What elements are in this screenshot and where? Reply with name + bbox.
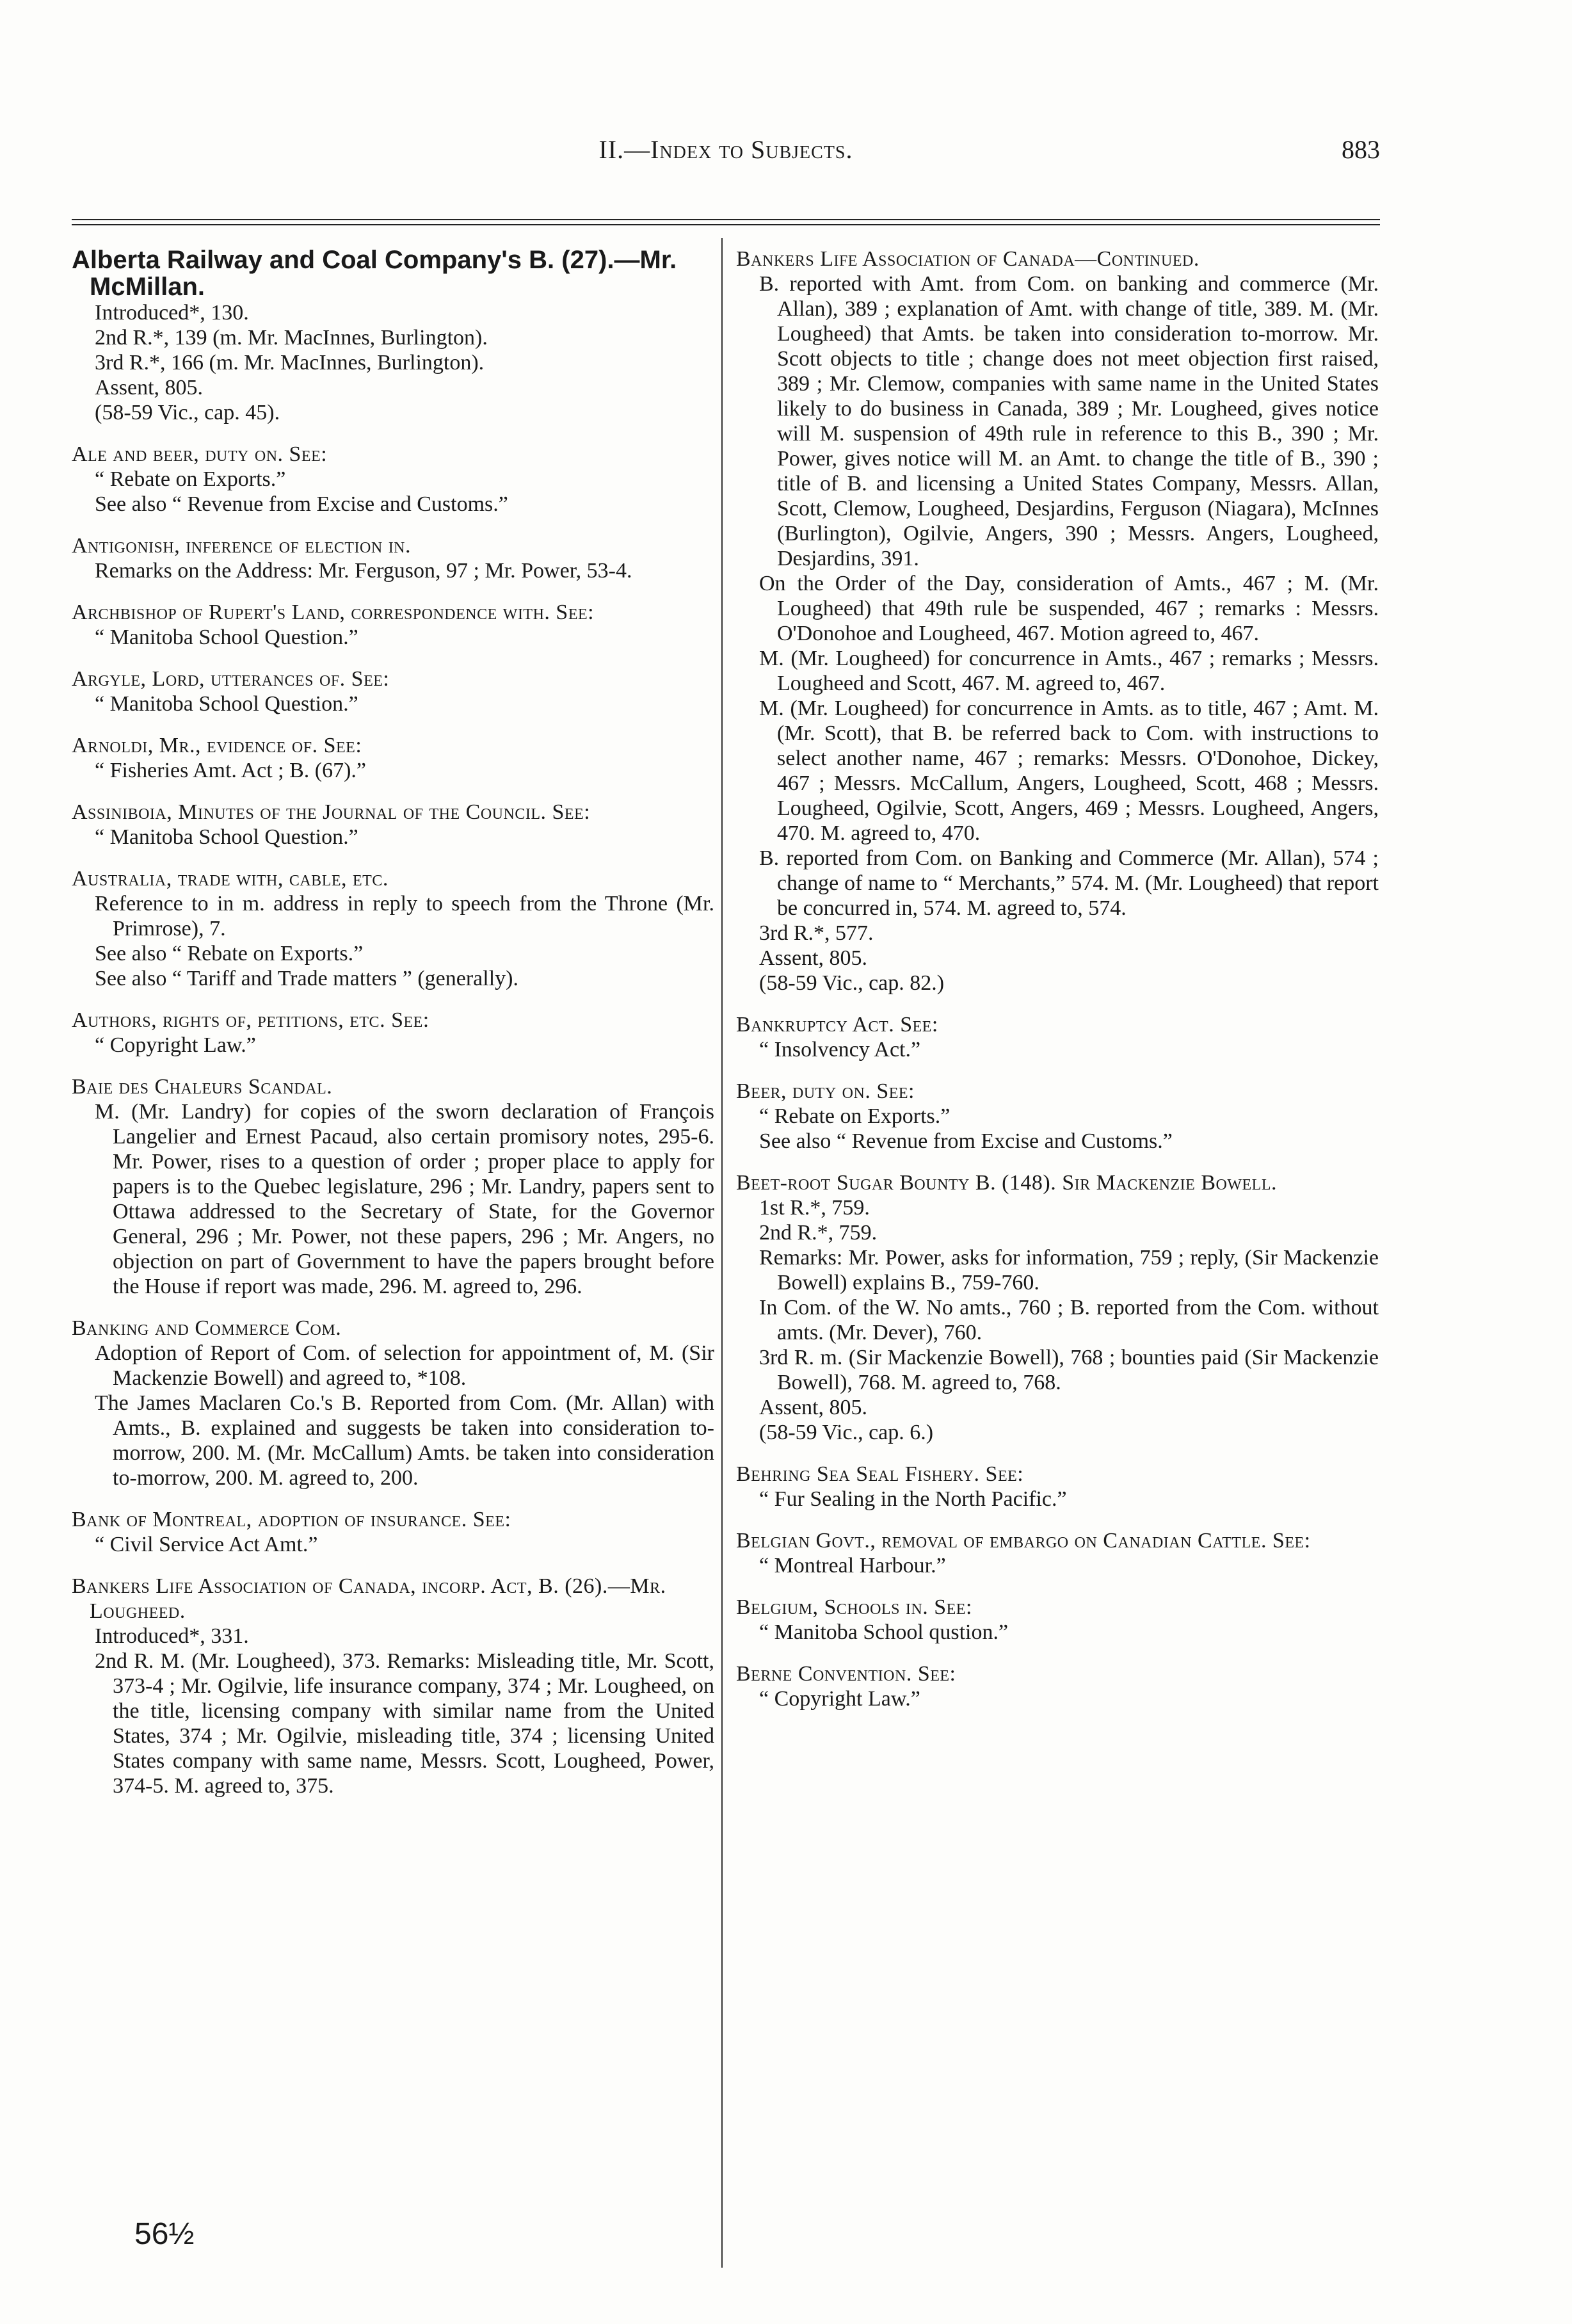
index-entry bbox=[72, 1574, 714, 1798]
entry-line: (58-59 Vic., cap. 45). bbox=[95, 401, 280, 424]
entry-line: On the Order of the Day, consideration of Amts., 467 ; M. (Mr. Lougheed) that 49th rule be suspended, 467 ; remarks : Messrs. O'Donohoe and Lougheed, 467. Motion agreed to, 467. bbox=[759, 572, 1379, 645]
index-entry bbox=[72, 246, 714, 425]
index-entry bbox=[72, 666, 714, 716]
index-entry bbox=[72, 1316, 714, 1490]
index-entry bbox=[736, 1170, 1379, 1445]
entry-line: “ Manitoba School Question.” bbox=[95, 825, 358, 849]
entry-line: See also “ Revenue from Excise and Customs.” bbox=[759, 1129, 1173, 1153]
entry-heading: Bankruptcy Act. See: bbox=[736, 1013, 938, 1037]
index-entry bbox=[736, 1595, 1379, 1645]
entry-heading: Belgium, Schools in. See: bbox=[736, 1595, 972, 1619]
entry-line: Adoption of Report of Com. of selection for appointment of, M. (Sir Mackenzie Bowell) and agreed to, *108. bbox=[95, 1341, 714, 1390]
header-rule bbox=[72, 219, 1380, 220]
entry-heading: Arnoldi, Mr., evidence of. See: bbox=[72, 734, 362, 757]
entry-heading: Ale and beer, duty on. See: bbox=[72, 442, 328, 466]
entry-heading: Beet-root Sugar Bounty B. (148). Sir Mackenzie Bowell. bbox=[736, 1171, 1277, 1195]
page-header bbox=[72, 134, 1380, 179]
left-column bbox=[72, 246, 714, 1815]
entry-line: Assent, 805. bbox=[759, 946, 868, 970]
index-entry bbox=[72, 733, 714, 783]
index-entry bbox=[72, 1008, 714, 1058]
entry-line: 3rd R. m. (Sir Mackenzie Bowell), 768 ; bounties paid (Sir Mackenzie Bowell), 768. M. agreed to, 768. bbox=[759, 1346, 1379, 1394]
entry-line: Introduced*, 331. bbox=[95, 1624, 249, 1648]
entry-line: See also “ Tariff and Trade matters ” (generally). bbox=[95, 967, 518, 990]
entry-line: “ Fisheries Amt. Act ; B. (67).” bbox=[95, 759, 367, 782]
entry-line: “ Rebate on Exports.” bbox=[759, 1104, 950, 1128]
entry-line: “ Civil Service Act Amt.” bbox=[95, 1533, 318, 1556]
entry-line: Reference to in m. address in reply to speech from the Throne (Mr. Primrose), 7. bbox=[95, 892, 714, 940]
index-entry bbox=[72, 533, 714, 583]
index-entry bbox=[736, 246, 1379, 996]
entry-heading: Bank of Montreal, adoption of insurance. See: bbox=[72, 1508, 511, 1531]
entry-line: 3rd R.*, 577. bbox=[759, 921, 874, 945]
header-rule-lower bbox=[72, 224, 1380, 225]
entry-heading: Behring Sea Seal Fishery. See: bbox=[736, 1462, 1024, 1486]
entry-line: M. (Mr. Lougheed) for concurrence in Amts., 467 ; remarks ; Messrs. Lougheed and Scott, 467. M. agreed to, 467. bbox=[759, 647, 1379, 695]
entry-line: “ Copyright Law.” bbox=[95, 1033, 256, 1057]
entry-line: B. reported from Com. on Banking and Commerce (Mr. Allan), 574 ; change of name to “ Merchants,” 574. M. (Mr. Lougheed) that report be concurred in, 574. M. agreed to, 574. bbox=[759, 846, 1379, 920]
entry-line: Introduced*, 130. bbox=[95, 301, 249, 325]
entry-heading: Alberta Railway and Coal Company's B. (27).—Mr. McMillan. bbox=[72, 246, 677, 301]
right-column bbox=[736, 246, 1379, 1728]
running-title: II.—Index to Subjects. bbox=[598, 135, 853, 164]
entry-line: “ Rebate on Exports.” bbox=[95, 467, 286, 491]
entry-line: See also “ Rebate on Exports.” bbox=[95, 942, 364, 965]
entry-line: In Com. of the W. No amts., 760 ; B. reported from the Com. without amts. (Mr. Dever), 760. bbox=[759, 1296, 1379, 1344]
entry-heading: Archbishop of Rupert's Land, correspondence with. See: bbox=[72, 601, 595, 624]
index-entry bbox=[72, 600, 714, 650]
signature-mark: 56½ bbox=[134, 2217, 195, 2251]
entry-line: See also “ Revenue from Excise and Customs.” bbox=[95, 492, 508, 516]
entry-line: M. (Mr. Lougheed) for concurrence in Amts. as to title, 467 ; Amt. M. (Mr. Scott), that B. be referred back to Com. with instructions to select another name, 467 ; remarks: Messrs. O'Donohoe, Dickey, 467 ; Messrs. McCallum, Angers, Lougheed, Scott, 468 ; Messrs. Lougheed, Ogilvie, Scott, Angers, 469 ; Messrs. Lougheed, Angers, 470. M. agreed to, 470. bbox=[759, 697, 1379, 845]
entry-heading: Argyle, Lord, utterances of. See: bbox=[72, 667, 390, 691]
index-entry bbox=[72, 866, 714, 991]
entry-line: “ Manitoba School Question.” bbox=[95, 692, 358, 716]
entry-line: “ Manitoba School qustion.” bbox=[759, 1620, 1009, 1644]
entry-heading: Bankers Life Association of Canada—Continued. bbox=[736, 247, 1199, 271]
index-entry bbox=[736, 1012, 1379, 1062]
index-entry bbox=[736, 1661, 1379, 1711]
entry-line: “ Montreal Harbour.” bbox=[759, 1554, 946, 1578]
entry-line: 1st R.*, 759. bbox=[759, 1196, 870, 1220]
entry-line: The James Maclaren Co.'s B. Reported from Com. (Mr. Allan) with Amts., B. explained and suggests be taken into consideration to-morrow, 200. M. (Mr. McCallum) Amts. be taken into consideration to-morrow, 200. M. agreed to, 200. bbox=[95, 1391, 714, 1490]
entry-line: Remarks on the Address: Mr. Ferguson, 97 ; Mr. Power, 53-4. bbox=[95, 559, 632, 583]
entry-line: Remarks: Mr. Power, asks for information, 759 ; reply, (Sir Mackenzie Bowell) explains B., 759-760. bbox=[759, 1246, 1379, 1295]
index-entry bbox=[736, 1079, 1379, 1154]
entry-line: 3rd R.*, 166 (m. Mr. MacInnes, Burlington). bbox=[95, 351, 485, 375]
entry-line: “ Insolvency Act.” bbox=[759, 1038, 921, 1061]
index-entry bbox=[736, 1528, 1379, 1578]
entry-heading: Berne Convention. See: bbox=[736, 1662, 956, 1686]
index-entry bbox=[736, 1462, 1379, 1512]
entry-line: B. reported with Amt. from Com. on banking and commerce (Mr. Allan), 389 ; explanation of Amt. with change of title, 389. M. (Mr. Lougheed) that Amts. be taken into consideration to-morrow. Mr. Scott objects to title ; change does not meet objection first raised, 389 ; Mr. Clemow, companies with same name in the United States likely to do business in Canada, 389 ; Mr. Lougheed, gives notice will M. suspension of 49th rule in reference to this B., 390 ; Mr. Power, gives notice will M. an Amt. to change the title of B., 390 ; title of B. and licensing a United States Company, Messrs. Allan, Scott, Clemow, Lougheed, Desjardins, Ferguson (Niagara), McInnes (Burlington), Ogilvie, Angers, 390 ; Messrs. Angers, Lougheed, Desjardins, 391. bbox=[759, 272, 1379, 570]
entry-heading: Australia, trade with, cable, etc. bbox=[72, 867, 389, 891]
entry-heading: Authors, rights of, petitions, etc. See: bbox=[72, 1008, 429, 1032]
entry-heading: Bankers Life Association of Canada, incorp. Act, B. (26).—Mr. Lougheed. bbox=[72, 1574, 666, 1623]
entry-line: (58-59 Vic., cap. 6.) bbox=[759, 1421, 934, 1444]
index-entry bbox=[72, 442, 714, 517]
entry-heading: Antigonish, inference of election in. bbox=[72, 534, 412, 558]
entry-line: “ Manitoba School Question.” bbox=[95, 625, 358, 649]
entry-heading: Banking and Commerce Com. bbox=[72, 1316, 342, 1340]
entry-heading: Beer, duty on. See: bbox=[736, 1079, 915, 1103]
entry-line: (58-59 Vic., cap. 82.) bbox=[759, 971, 945, 995]
entry-line: “ Copyright Law.” bbox=[759, 1687, 920, 1711]
entry-line: 2nd R.*, 759. bbox=[759, 1221, 878, 1245]
column-divider bbox=[721, 238, 723, 2268]
entry-heading: Baie des Chaleurs Scandal. bbox=[72, 1075, 333, 1099]
entry-line: 2nd R.*, 139 (m. Mr. MacInnes, Burlington). bbox=[95, 326, 488, 350]
entry-heading: Assiniboia, Minutes of the Journal of the Council. See: bbox=[72, 800, 591, 824]
entry-line: M. (Mr. Landry) for copies of the sworn declaration of François Langelier and Ernest Pacaud, also certain promisory notes, 295-6. Mr. Power, rises to a question of order ; proper place to apply for papers is to the Quebec legislature, 296 ; Mr. Landry, papers sent to Ottawa addressed to the Secretary of State, for the Governor General, 296 ; Mr. Power, not these papers, 296 ; Mr. Angers, no objection on part of Government to have the papers brought before the House if report was made, 296. M. agreed to, 296. bbox=[95, 1100, 714, 1298]
entry-line: Assent, 805. bbox=[759, 1396, 868, 1419]
entry-heading: Belgian Govt., removal of embargo on Canadian Cattle. See: bbox=[736, 1529, 1311, 1553]
page-number: 883 bbox=[1342, 135, 1380, 164]
entry-line: Assent, 805. bbox=[95, 376, 204, 399]
index-entry bbox=[72, 1507, 714, 1557]
entry-line: “ Fur Sealing in the North Pacific.” bbox=[759, 1487, 1067, 1511]
index-entry bbox=[72, 800, 714, 850]
entry-line: 2nd R. M. (Mr. Lougheed), 373. Remarks: Misleading title, Mr. Scott, 373-4 ; Mr. Ogilvie, life insurance company, 374 ; Mr. Lougheed, on the title, licensing company with similar name from the United States, 374 ; Mr. Ogilvie, misleading title, 374 ; licensing United States company with same name, Messrs. Scott, Lougheed, Power, 374-5. M. agreed to, 375. bbox=[95, 1649, 714, 1798]
index-entry bbox=[72, 1074, 714, 1299]
